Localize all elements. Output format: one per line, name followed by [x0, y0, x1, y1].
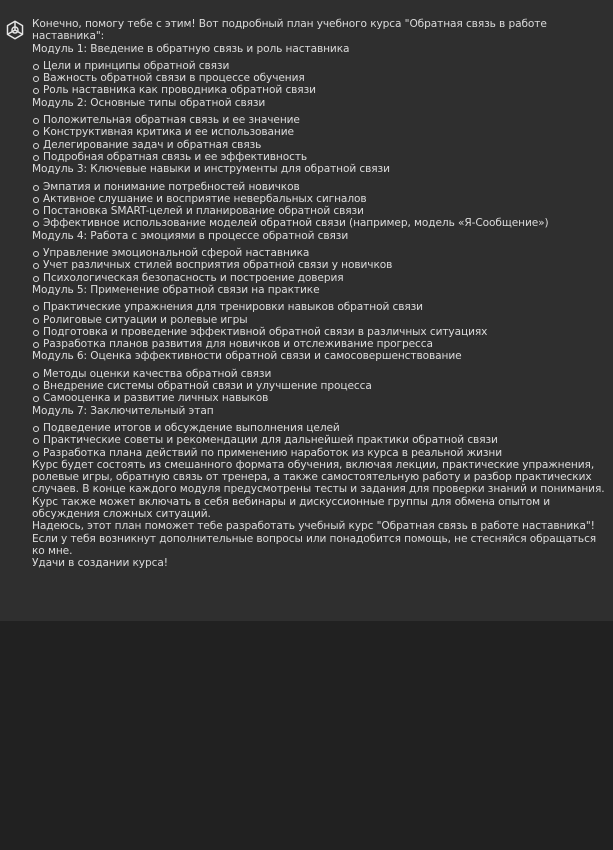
list-item: Эмпатия и понимание потребностей новичков [32, 181, 606, 193]
message-content [32, 18, 606, 569]
list-item: Разработка планов развития для новичков и отслеживание прогресса [32, 338, 606, 350]
list-item: Важность обратной связи в процессе обучения [32, 72, 606, 84]
list-item: Практические советы и рекомендации для дальнейшей практики обратной связи [32, 434, 606, 446]
module-title: Модуль 6: Оценка эффективности обратной связи и самосовершенствование [32, 350, 462, 363]
list-item: Управление эмоциональной сферой наставника [32, 247, 606, 259]
list-item: Активное слушание и восприятие невербальных сигналов [32, 193, 606, 205]
list-item: Роль наставника как проводника обратной связи [32, 84, 606, 96]
module-title: Модуль 2: Основные типы обратной связи [32, 96, 266, 109]
module-bullet-list [32, 181, 606, 230]
list-item: Подведение итогов и обсуждение выполнения целей [32, 422, 606, 434]
module-bullet-list [32, 422, 606, 459]
module-title: Модуль 4: Работа с эмоциями в процессе обратной связи [32, 229, 349, 242]
module-title: Модуль 5: Применение обратной связи на практике [32, 283, 320, 296]
list-item: Подготовка и проведение эффективной обратной связи в различных ситуациях [32, 326, 606, 338]
summary-text: Курс будет состоять из смешанного формата обучения, включая лекции, практические упражнения, ролевые игры, обратную связь от тренера, а также самостоятельную работу и разбор практических случаев. В конце каждого модуля предусмотрены тесты и задания для проверки знаний и понимания. Курс также может включать в себя вебинары и дискуссионные группы для обмена опытом и обсуждения сложных ситуаций. [32, 458, 605, 520]
intro-text: Конечно, помогу тебе с этим! Вот подробный план учебного курса "Обратная связь в работе наставника": [32, 18, 547, 43]
module-title: Модуль 1: Введение в обратную связь и роль наставника [32, 42, 350, 55]
list-item: Цели и принципы обратной связи [32, 60, 606, 72]
list-item: Практические упражнения для тренировки навыков обратной связи [32, 301, 606, 313]
module-title: Модуль 3: Ключевые навыки и инструменты для обратной связи [32, 163, 390, 176]
module-bullet-list [32, 368, 606, 405]
module-bullet-list [32, 247, 606, 284]
list-item: Подробная обратная связь и ее эффективность [32, 151, 606, 163]
list-item: Учет различных стилей восприятия обратной связи у новичков [32, 259, 606, 271]
list-item: Положительная обратная связь и ее значение [32, 114, 606, 126]
module-list [32, 43, 606, 459]
list-item: Постановка SMART-целей и планирование обратной связи [32, 205, 606, 217]
list-item: Делегирование задач и обратная связь [32, 139, 606, 151]
module-bullet-list [32, 114, 606, 163]
list-item: Эффективное использование моделей обратной связи (например, модель «Я-Сообщение») [32, 217, 606, 229]
openai-logo-icon [3, 18, 27, 42]
farewell-text: Удачи в создании курса! [32, 557, 168, 570]
closing-text: Надеюсь, этот план поможет тебе разработать учебный курс "Обратная связь в работе наставника"! Если у тебя возникнут дополнительные вопросы или понадобится помощь, не стесняйся обращаться ко мне. [32, 520, 597, 557]
list-item: Психологическая безопасность и построение доверия [32, 272, 606, 284]
list-item: Разработка плана действий по применению наработок из курса в реальной жизни [32, 447, 606, 459]
list-item: Ролиговые ситуации и ролевые игры [32, 314, 606, 326]
module-bullet-list [32, 60, 606, 97]
list-item: Методы оценки качества обратной связи [32, 368, 606, 380]
module-title: Модуль 7: Заключительный этап [32, 404, 214, 417]
list-item: Конструктивная критика и ее использование [32, 126, 606, 138]
module-bullet-list [32, 301, 606, 350]
list-item: Самооценка и развитие личных навыков [32, 392, 606, 404]
list-item: Внедрение системы обратной связи и улучшение процесса [32, 380, 606, 392]
